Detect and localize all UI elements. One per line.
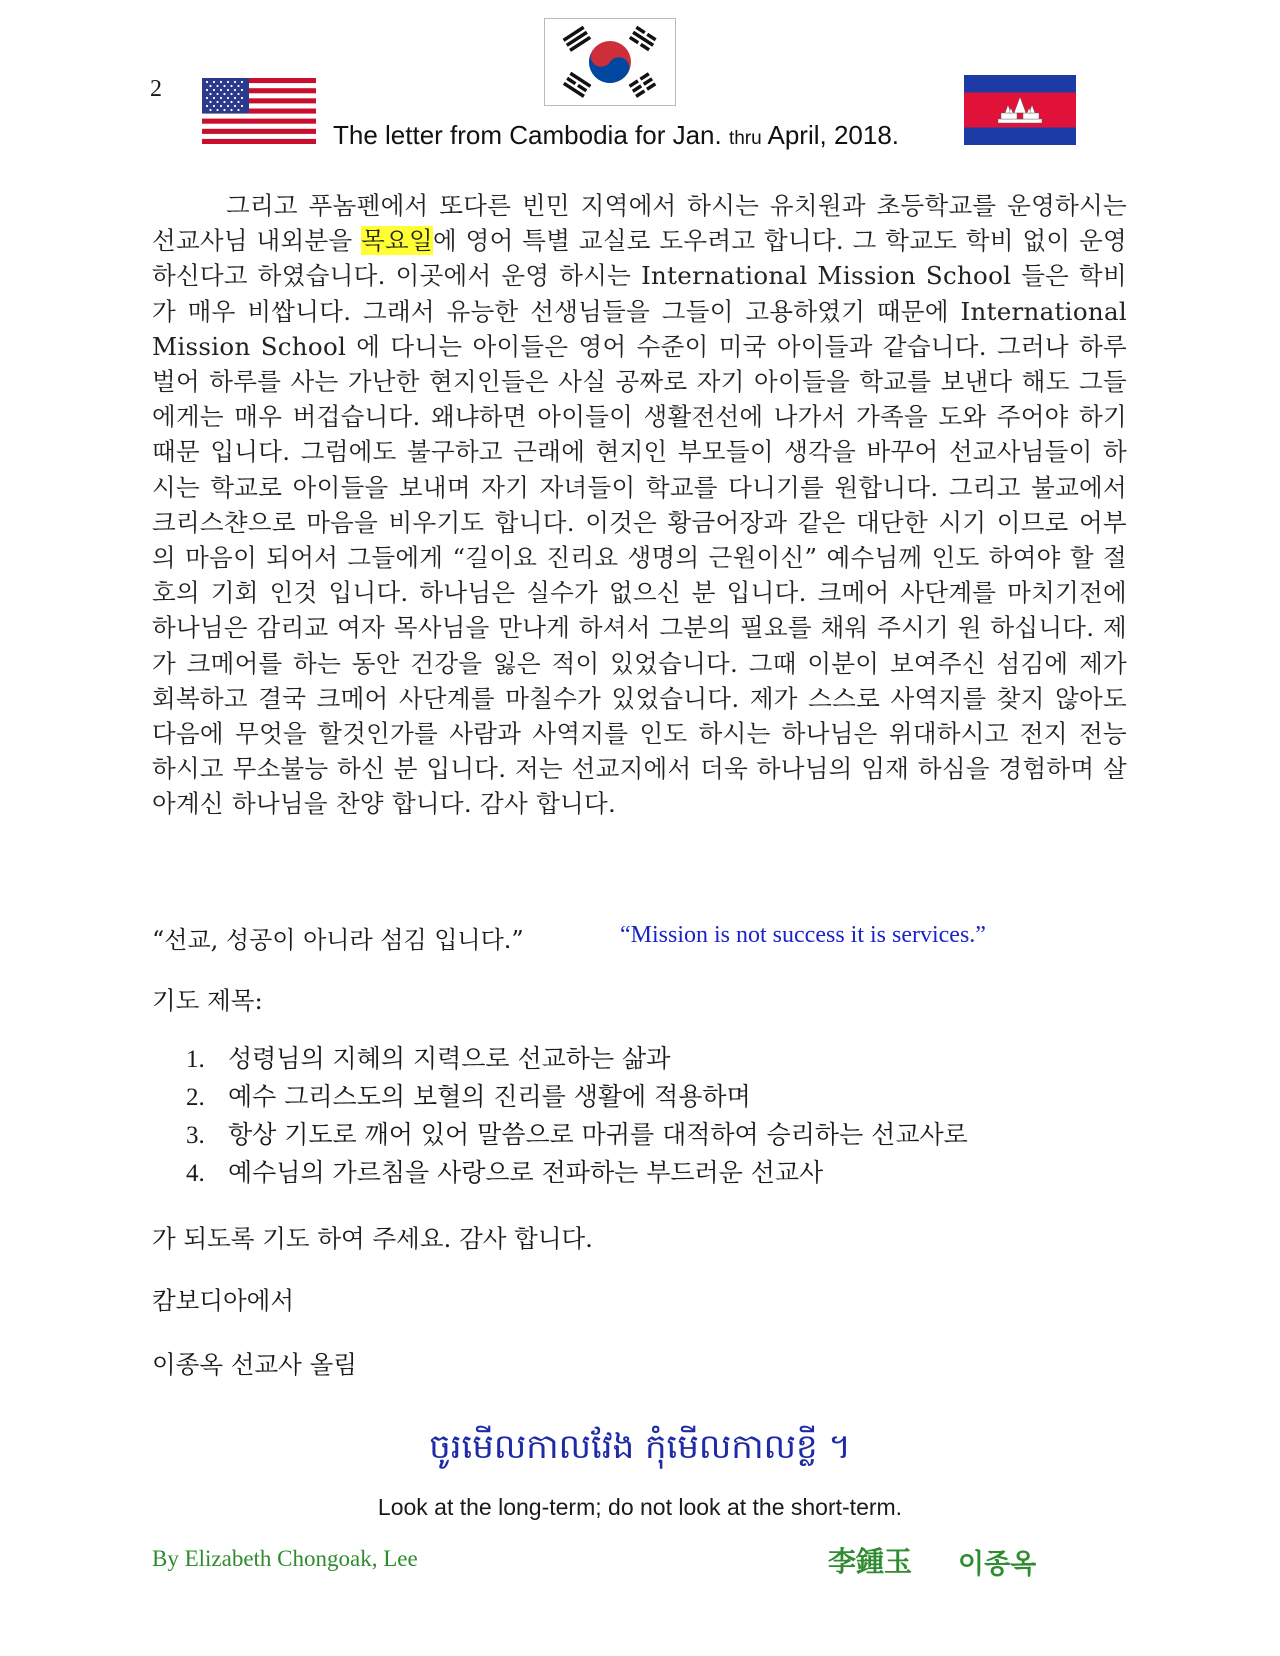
sender-signature: 이종옥 선교사 올림 — [152, 1350, 357, 1379]
prayer-requests-list — [186, 1040, 968, 1192]
body-text-start: 그리고 푸놈펜에서 또다른 빈민 지역에서 하시는 유치원과 초등학교를 운영하시는 선교사님 내외분을 — [152, 191, 1127, 256]
sender-location: 캄보디아에서 — [152, 1286, 295, 1315]
list-number: 3. — [186, 1122, 205, 1149]
list-text: 성령님의 지혜의 지력으로 선교하는 삶과 — [228, 1044, 671, 1073]
author-byline: By Elizabeth Chongoak, Lee — [152, 1546, 418, 1571]
motto-english: “Mission is not success it is services.” — [620, 922, 986, 948]
highlighted-thursday: 목요일 — [361, 226, 433, 256]
khmer-proverb: ចូរមើលកាលវែង កុំមើលកាលខ្លី ។ — [429, 1427, 851, 1467]
prayer-requests-heading: 기도 제목: — [152, 986, 263, 1015]
list-text: 항상 기도로 깨어 있어 말씀으로 마귀를 대적하여 승리하는 선교사로 — [228, 1120, 968, 1149]
list-item — [186, 1078, 968, 1116]
list-item — [186, 1116, 968, 1154]
motto-korean: “선교, 성공이 아니라 섬김 입니다.” — [152, 926, 524, 954]
korea-flag-image — [544, 18, 676, 106]
letter-title — [333, 120, 899, 151]
cambodia-flag-image — [964, 75, 1076, 145]
body-text-rest: 에 영어 특별 교실로 도우려고 합니다. 그 학교도 학비 없이 운영 하신다고 하였습니다. 이곳에서 운영 하시는 International Mission School 들은 학비가 매우 비쌉니다. 그래서 유능한 선생님들을 그들이 고용하였기 때문에 International Mission School 에 다니는 아이들은 영어 수준이 미국 아이들과 같습니다. 그러나 하루 벌어 하루를 사는 가난한 현지인들은 사실 공짜로 자기 아이들을 학교를 보낸다 해도 그들에게는 매우 버겁습니다. 왜냐하면 아이들이 생활전선에 나가서 가족을 도와 주어야 하기 때문 입니다. 그럼에도 불구하고 근래에 현지인 부모들이 생각을 바꾸어 선교사님들이 하시는 학교로 아이들을 보내며 자기 자녀들이 학교를 다니기를 원합니다. 그리고 불교에서 크리스챤으로 마음을 비우기도 합니다. 이것은 황금어장과 같은 대단한 시기 이므로 어부의 마음이 되어서 그들에게 “길이요 진리요 생명의 근원이신” 예수님께 인도 하여야 할 절호의 기회 인것 입니다. 하나님은 실수가 없으신 분 입니다. 크메어 사단계를 마치기전에 하나님은 감리교 여자 목사님을 만나게 하셔서 그분의 필요를 채워 주시기 원 하십니다. 제가 크메어를 하는 동안 건강을 잃은 적이 있었습니다. 그때 이분이 보여주신 섬김에 제가 회복하고 결국 크메어 사단계를 마칠수가 있었습니다. 제가 스스로 사역지를 찾지 않아도 다음에 무엇을 할것인가를 사람과 사역지를 인도 하시는 하나님은 위대하시고 전지 전능 하시고 무소불능 하신 분 입니다. 저는 선교지에서 더욱 하나님의 임재 하심을 경험하며 살아계신 하나님을 찬양 합니다. 감사 합니다. — [152, 226, 1127, 819]
proverb-translation: Look at the long-term; do not look at the short-term. — [377, 1494, 903, 1520]
author-name-korean: 이종옥 — [958, 1549, 1037, 1580]
list-text: 예수님의 가르침을 사랑으로 전파하는 부드러운 선교사 — [228, 1158, 824, 1187]
list-number: 1. — [186, 1046, 205, 1073]
usa-flag-image — [202, 78, 316, 144]
title-date: April, 2018. — [761, 120, 900, 150]
page-number: 2 — [150, 76, 162, 102]
title-main: The letter from Cambodia for Jan. — [333, 120, 729, 150]
list-text: 예수 그리스도의 보혈의 진리를 생활에 적용하며 — [228, 1082, 751, 1111]
title-thru: thru — [728, 128, 762, 149]
list-number: 4. — [186, 1160, 205, 1187]
list-item — [186, 1154, 968, 1192]
letter-body — [152, 188, 1127, 822]
list-item — [186, 1040, 968, 1078]
author-name-hanja: 李鍾玉 — [828, 1545, 913, 1578]
closing-line: 가 되도록 기도 하여 주세요. 감사 합니다. — [152, 1224, 593, 1253]
list-number: 2. — [186, 1084, 205, 1111]
